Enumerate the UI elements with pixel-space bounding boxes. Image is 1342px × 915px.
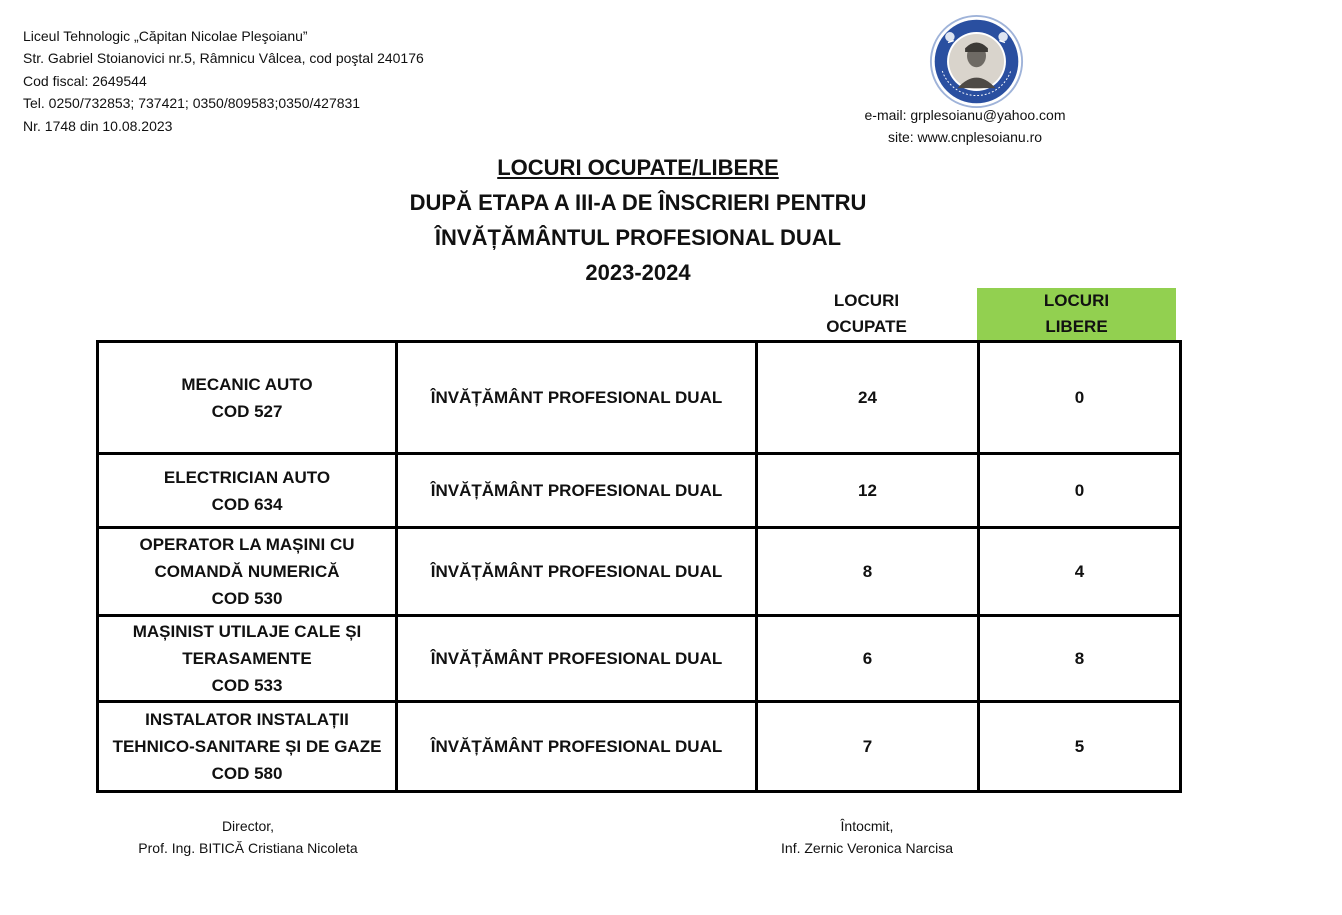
school-emblem-icon (929, 14, 1024, 109)
education-form-cell: ÎNVĂȚĂMÂNT PROFESIONAL DUAL (397, 616, 757, 702)
occupied-places-cell: 24 (757, 342, 979, 454)
director-signature (108, 815, 388, 859)
education-form-cell: ÎNVĂȚĂMÂNT PROFESIONAL DUAL (397, 528, 757, 616)
table-row (98, 528, 1181, 616)
specialization-name-line-2: TERASAMENTE (182, 649, 312, 668)
free-places-cell: 5 (979, 702, 1181, 792)
title-line-3: ÎNVĂȚĂMÂNTUL PROFESIONAL DUAL (434, 225, 842, 250)
director-role: Director, (221, 818, 275, 834)
author-role: Întocmit, (840, 818, 894, 834)
author-name: Inf. Zernic Veronica Narcisa (781, 840, 953, 856)
table-row (98, 616, 1181, 702)
specialization-code: COD 634 (211, 494, 283, 514)
occupied-places-cell: 6 (757, 616, 979, 702)
specialization-name-line-2: COMANDĂ NUMERICĂ (154, 562, 340, 581)
occupied-places-cell: 7 (757, 702, 979, 792)
specialization-name: MECANIC AUTO (181, 374, 313, 394)
column-header-free-line-1: LOCURI (1043, 291, 1110, 310)
column-header-free-line-2: LIBERE (1045, 317, 1108, 336)
specialization-code: COD 533 (211, 676, 283, 695)
table-row (98, 454, 1181, 528)
places-table (96, 340, 1182, 793)
school-header (23, 25, 424, 137)
school-address: Str. Gabriel Stoianovici nr.5, Râmnicu Vâlcea, cod poştal 240176 (23, 50, 424, 67)
specialization-name-line-2: TEHNICO-SANITARE ȘI DE GAZE (112, 737, 382, 756)
title-line-1: LOCURI OCUPATE/LIBERE (497, 155, 779, 180)
contact-info (840, 104, 1090, 148)
specialization-code: COD 530 (211, 589, 283, 608)
occupied-places-cell: 8 (757, 528, 979, 616)
email-text: e-mail: grplesoianu@yahoo.com (864, 107, 1066, 123)
column-header-occupied-line-1: LOCURI (833, 291, 900, 310)
specialization-cell (98, 528, 397, 616)
free-places-cell: 4 (979, 528, 1181, 616)
website-text: site: www.cnplesoianu.ro (887, 129, 1043, 145)
specialization-cell (98, 342, 397, 454)
specialization-cell (98, 454, 397, 528)
free-places-cell: 0 (979, 454, 1181, 528)
education-form-cell: ÎNVĂȚĂMÂNT PROFESIONAL DUAL (397, 702, 757, 792)
education-form-cell: ÎNVĂȚĂMÂNT PROFESIONAL DUAL (397, 342, 757, 454)
column-header-free (977, 288, 1176, 340)
author-signature (740, 815, 994, 859)
specialization-cell (98, 702, 397, 792)
phone-numbers: Tel. 0250/732853; 737421; 0350/809583;0350/427831 (23, 95, 361, 112)
title-line-2: DUPĂ ETAPA A III-A DE ÎNSCRIERI PENTRU (409, 190, 867, 215)
table-row (98, 342, 1181, 454)
fiscal-code: Cod fiscal: 2649544 (23, 72, 147, 89)
director-name: Prof. Ing. BITICĂ Cristiana Nicoleta (138, 840, 358, 856)
specialization-name-line-1: INSTALATOR INSTALAȚII (145, 710, 349, 729)
specialization-code: COD 527 (211, 401, 283, 421)
specialization-name-line-1: MAȘINIST UTILAJE CALE ȘI (132, 622, 362, 641)
column-header-occupied (758, 288, 975, 340)
free-places-cell: 8 (979, 616, 1181, 702)
table-row (98, 702, 1181, 792)
title-year: 2023-2024 (585, 260, 691, 285)
registration-number: Nr. 1748 din 10.08.2023 (23, 117, 173, 134)
specialization-name: ELECTRICIAN AUTO (163, 467, 331, 487)
specialization-code: COD 580 (211, 764, 283, 783)
school-name: Liceul Tehnologic „Căpitan Nicolae Pleşoianu” (23, 28, 308, 44)
free-places-cell: 0 (979, 342, 1181, 454)
specialization-cell (98, 616, 397, 702)
specialization-name-line-1: OPERATOR LA MAȘINI CU (139, 535, 355, 554)
education-form-cell: ÎNVĂȚĂMÂNT PROFESIONAL DUAL (397, 454, 757, 528)
column-header-occupied-line-2: OCUPATE (826, 317, 907, 336)
document-title (288, 150, 988, 290)
occupied-places-cell: 12 (757, 454, 979, 528)
